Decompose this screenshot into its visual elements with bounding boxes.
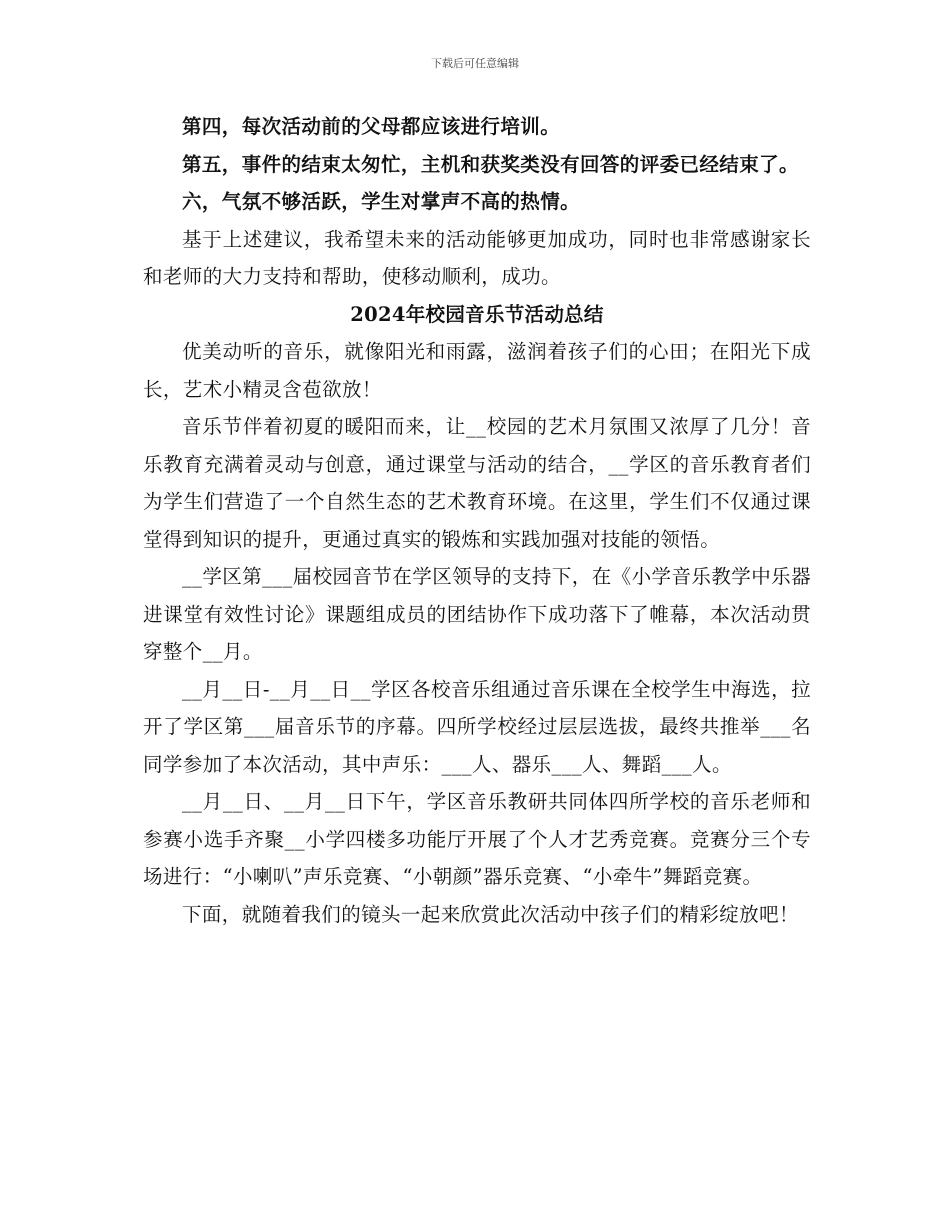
- paragraph-closing: 基于上述建议，我希望未来的活动能够更加成功，同时也非常感谢家长和老师的大力支持和帮助，使移动顺利，成功。: [143, 227, 811, 288]
- paragraph-point-five: 第五，事件的结束太匆忙，主机和获奖类没有回答的评委已经结束了。: [182, 152, 799, 176]
- paragraph-point-four: 第四，每次活动前的父母都应该进行培训。: [182, 115, 561, 138]
- paragraph-competition: __月__日、__月__日下午，学区音乐教研共同体四所学校的音乐老师和参赛小选手齐聚__小学四楼多功能厅开展了个人才艺秀竞赛。竞赛分三个专场进行：“小喇叭”声乐竞赛、“小朝颜”器乐竞赛、“小牵牛”舞蹈竞赛。: [143, 790, 811, 888]
- paragraph-festival-end: __学区第___届校园音节在学区领导的支持下，在《小学音乐教学中乐器进课堂有效性讨论》课题组成员的团结协作下成功落下了帷幕，本次活动贯穿整个__月。: [143, 565, 811, 663]
- document-body: [143, 108, 811, 933]
- paragraph-intro: 优美动听的音乐，就像阳光和雨露，滋润着孩子们的心田；在阳光下成长，艺术小精灵含苞欲放！: [143, 340, 811, 401]
- paragraph-conclusion: 下面，就随着我们的镜头一起来欣赏此次活动中孩子们的精彩绽放吧！: [182, 902, 799, 926]
- section-title: 2024年校园音乐节活动总结: [350, 302, 604, 326]
- page-header-note: 下载后可任意编辑: [431, 57, 519, 70]
- paragraph-selection: __月__日-__月__日__学区各校音乐组通过音乐课在全校学生中海选，拉开了学区第___届音乐节的序幕。四所学校经过层层选拔，最终共推举___名同学参加了本次活动，其中声乐：___人、器乐___人、舞蹈___人。: [143, 677, 811, 776]
- paragraph-point-six: 六，气氛不够活跃，学生对掌声不高的热情。: [182, 190, 581, 213]
- paragraph-background: 音乐节伴着初夏的暖阳而来，让__校园的艺术月氛围又浓厚了几分！音乐教育充满着灵动与创意，通过课堂与活动的结合，__学区的音乐教育者们为学生们营造了一个自然生态的艺术教育环境。在这里，学生们不仅通过课堂得到知识的提升，更通过真实的锻炼和实践加强对技能的领悟。: [143, 415, 811, 551]
